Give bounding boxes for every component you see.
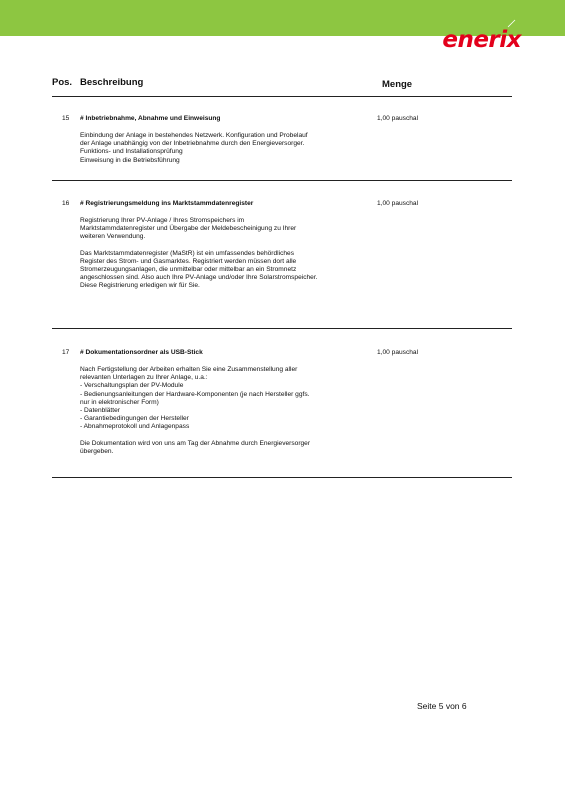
- item-title: # Dokumentationsordner als USB-Stick: [80, 349, 203, 356]
- item-description: [80, 132, 380, 173]
- row-rule: [52, 477, 512, 478]
- page-number: Seite 5 von 6: [417, 701, 467, 711]
- item-paragraph: Die Dokumentation wird von uns am Tag der Abnahme durch Energieversorger übergeben.: [80, 439, 311, 455]
- logo-text: enerix: [442, 27, 521, 53]
- item-pos: 17: [62, 349, 70, 356]
- item-pos: 15: [62, 115, 70, 122]
- item-quantity: 1,00 pauschal: [377, 200, 419, 207]
- item-paragraph: Das Marktstammdatenregister (MaStR) ist ein umfassendes behördliches Register des Strom- und Gasmarktes. Registriert werden müssen dort alle Stromerzeugungsanlagen, die unmittelbar oder mittelbar an ein Stromnetz angeschlossen sind. Also auch Ihre PV-Anlage und/oder Ihre Solarstromspeicher. Diese Registrierung erledigen wir für Sie.: [80, 249, 318, 290]
- item-quantity: 1,00 pauschal: [377, 115, 419, 122]
- item-pos: 16: [62, 200, 70, 207]
- item-quantity: 1,00 pauschal: [377, 349, 419, 356]
- header-quantity: Menge: [382, 79, 413, 90]
- item-paragraph: Einbindung der Anlage in bestehendes Netzwerk. Konfiguration und Probelauf der Anlage unabhängig von der Inbetriebnahme durch den Energieversorger. Funktions- und Installationsprüfung Einweisung in die Betriebsführung: [80, 132, 308, 164]
- item-description: [80, 217, 380, 299]
- enerix-logo: [442, 22, 521, 52]
- item-paragraph: Nach Fertigstellung der Arbeiten erhalten Sie eine Zusammenstellung aller relevanten Unterlagen zu Ihrer Anlage, u.a.: - Verschaltungsplan der PV-Module - Bedienungsanleitungen der Hardware-Komponenten (je nach Hersteller ggfs. nur in elektronischer Form) - Datenblätter - Garantiebedingungen der Hersteller - Abnahmeprotokoll und Anlagenpass: [80, 366, 310, 431]
- item-paragraph: Registrierung Ihrer PV-Anlage / Ihres Stromspeichers im Marktstammdatenregister und Übergabe der Meldebescheinigung zu Ihrer weiteren Verwendung.: [80, 217, 297, 241]
- row-rule: [52, 328, 512, 329]
- item-description: [80, 366, 380, 464]
- header-rule: [52, 96, 512, 97]
- leaf-icon: [506, 16, 520, 28]
- header-pos: Pos.: [52, 77, 73, 88]
- header-description: Beschreibung: [80, 77, 144, 88]
- table-header: [52, 77, 512, 93]
- item-title: # Registrierungsmeldung ins Marktstammdatenregister: [80, 200, 254, 207]
- item-title: # Inbetriebnahme, Abnahme und Einweisung: [80, 115, 221, 122]
- row-rule: [52, 180, 512, 181]
